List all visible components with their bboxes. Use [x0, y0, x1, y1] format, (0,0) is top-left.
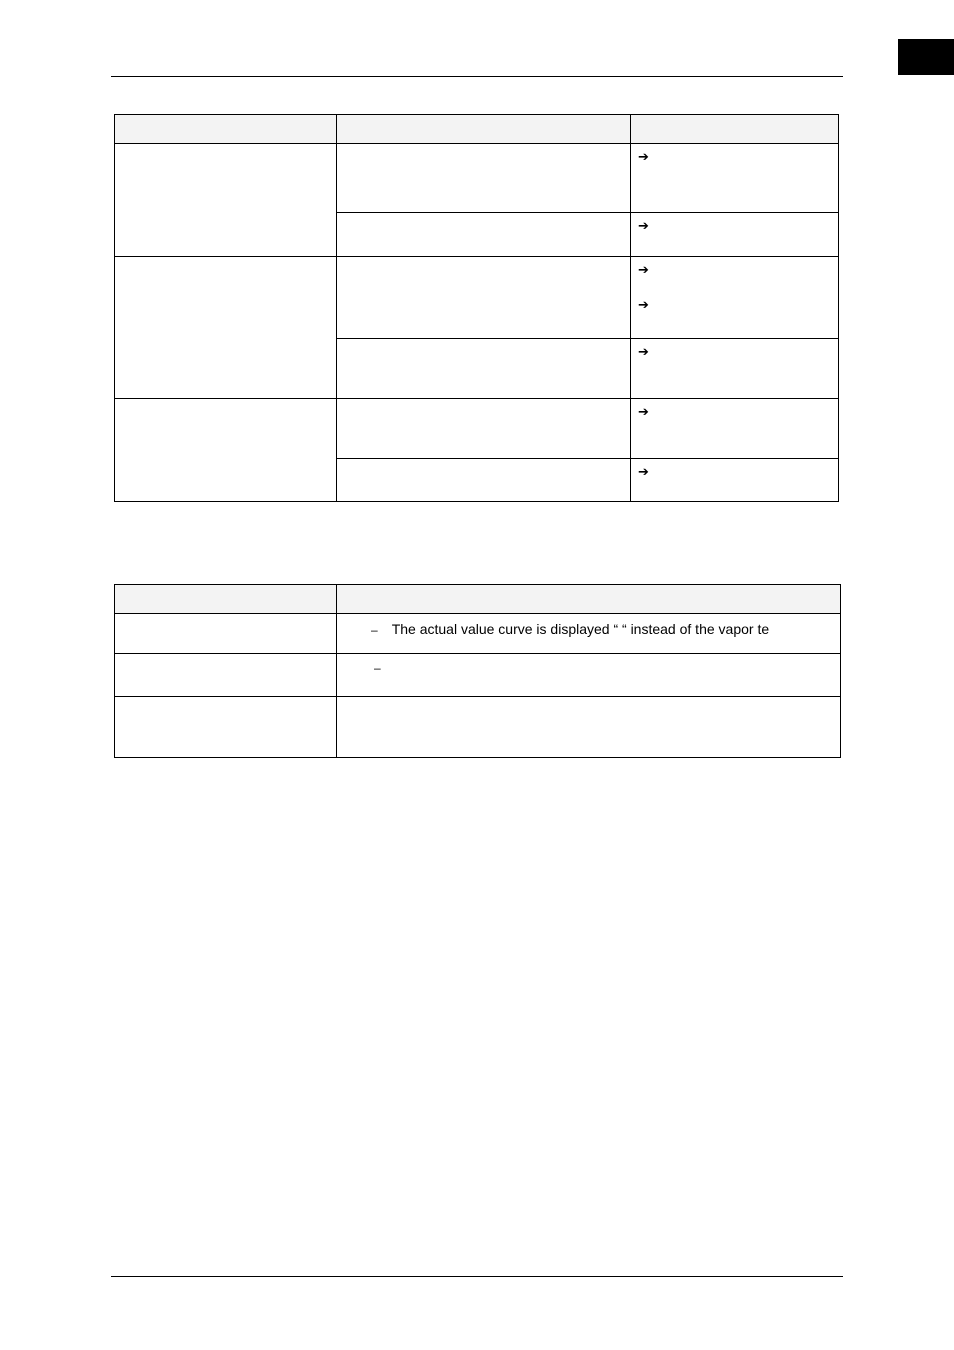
arrow-right-icon: ➔: [638, 464, 649, 479]
cause-cell: [337, 399, 631, 459]
item-cell: [115, 654, 337, 697]
problem-cell: [115, 257, 337, 399]
dash-bullet: –: [371, 623, 378, 637]
arrow-right-icon: ➔: [638, 404, 649, 419]
table-row: [115, 144, 839, 213]
arrow-right-icon: ➔: [638, 344, 649, 359]
description-cell: [337, 614, 841, 654]
table-row: [115, 399, 839, 459]
header-cell: [115, 585, 337, 614]
cause-cell: [337, 213, 631, 257]
remedy-cell: [631, 213, 839, 257]
arrow-right-icon: ➔: [638, 262, 649, 277]
header-cell: [115, 115, 337, 144]
footer-rule: [111, 1276, 843, 1277]
troubleshooting-table: [114, 114, 839, 502]
chapter-tab-marker: [898, 39, 954, 75]
header-cell: [337, 115, 631, 144]
remedy-cell: [631, 257, 839, 339]
cause-cell: [337, 459, 631, 502]
arrow-right-icon: ➔: [638, 297, 649, 312]
table-row: [115, 614, 841, 654]
arrow-right-icon: ➔: [638, 218, 649, 233]
item-cell: [115, 614, 337, 654]
table-row: [115, 697, 841, 758]
arrow-right-icon: ➔: [638, 149, 649, 164]
display-info-table: [114, 584, 841, 758]
description-cell: [337, 654, 841, 697]
header-cell: [337, 585, 841, 614]
cause-cell: [337, 339, 631, 399]
table-row: [115, 257, 839, 339]
header-cell: [631, 115, 839, 144]
remedy-cell: [631, 399, 839, 459]
table-header-row: [115, 115, 839, 144]
problem-cell: [115, 144, 337, 257]
header-rule: [111, 76, 843, 77]
description-cell: [337, 697, 841, 758]
cause-cell: [337, 144, 631, 213]
cause-cell: [337, 257, 631, 339]
description-text: The actual value curve is displayed “ “ instead of the vapor te: [391, 621, 770, 637]
remedy-cell: [631, 339, 839, 399]
table-header-row: [115, 585, 841, 614]
remedy-cell: [631, 144, 839, 213]
remedy-cell: [631, 459, 839, 502]
problem-cell: [115, 399, 337, 502]
item-cell: [115, 697, 337, 758]
table-row: [115, 654, 841, 697]
dash-bullet: –: [374, 661, 381, 675]
